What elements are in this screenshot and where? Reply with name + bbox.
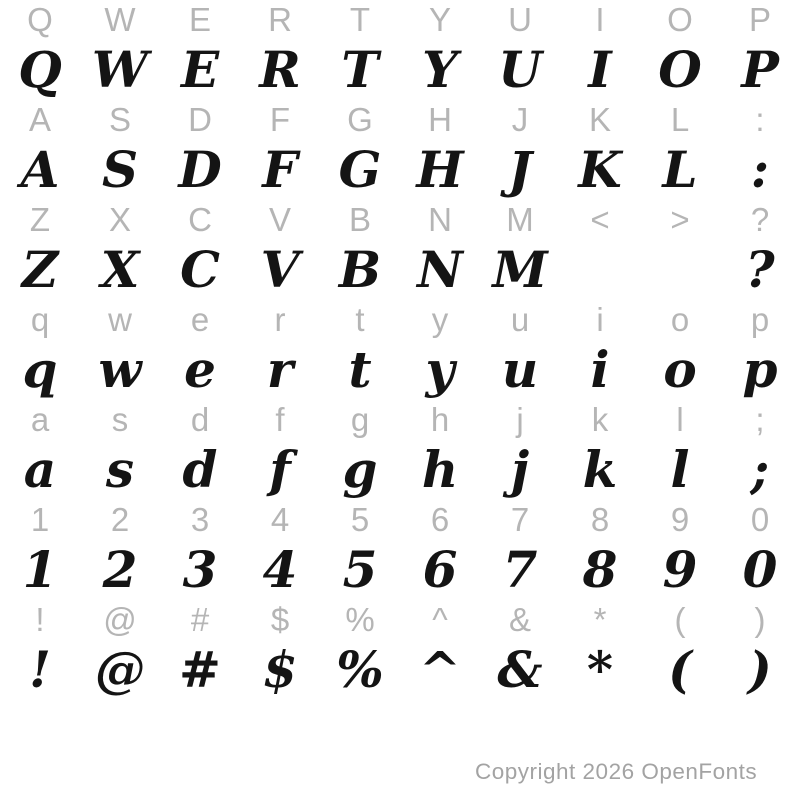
reference-char: L xyxy=(670,101,690,138)
glyph-char: 0 xyxy=(742,540,778,599)
reference-char: Y xyxy=(428,1,451,38)
reference-char: < xyxy=(590,201,610,238)
glyph-char: G xyxy=(338,140,382,199)
reference-char: 4 xyxy=(270,501,290,538)
glyph-char: 2 xyxy=(102,540,138,599)
glyph-char: l xyxy=(670,440,690,499)
reference-char: M xyxy=(506,201,534,238)
reference-char: u xyxy=(510,301,530,338)
glyph-char: B xyxy=(338,240,382,299)
glyph-char: e xyxy=(184,340,216,399)
reference-char: & xyxy=(508,601,531,638)
reference-char: 9 xyxy=(670,501,690,538)
reference-char: s xyxy=(111,401,129,438)
glyph-char: u xyxy=(501,340,539,399)
reference-char: h xyxy=(430,401,450,438)
reference-char: J xyxy=(511,101,529,138)
reference-char: 3 xyxy=(190,501,210,538)
glyph-char: k xyxy=(582,440,618,499)
glyph-char: h xyxy=(421,440,459,499)
reference-char: : xyxy=(755,101,765,138)
glyph-char: E xyxy=(180,40,220,99)
glyph-char: 5 xyxy=(342,540,378,599)
glyph-char: % xyxy=(336,640,384,699)
glyph-char xyxy=(640,244,720,300)
glyph-char: I xyxy=(588,40,612,99)
reference-char: > xyxy=(670,201,690,238)
glyph-char: f xyxy=(269,440,291,499)
glyph-char: y xyxy=(425,340,455,399)
glyph-char: J xyxy=(508,140,532,199)
reference-char: o xyxy=(670,301,690,338)
glyph-char: Z xyxy=(21,240,59,299)
reference-char: B xyxy=(348,201,371,238)
reference-char: Q xyxy=(27,1,53,38)
reference-char: y xyxy=(431,301,449,338)
glyph-char: F xyxy=(262,140,298,199)
reference-char: E xyxy=(188,1,211,38)
glyph-char: R xyxy=(259,40,301,99)
character-row-glyph xyxy=(0,440,800,500)
reference-char: N xyxy=(428,201,452,238)
reference-char: ) xyxy=(754,601,766,638)
reference-char: j xyxy=(516,401,524,438)
glyph-char: s xyxy=(105,440,135,499)
glyph-char xyxy=(560,244,640,300)
reference-char: 7 xyxy=(510,501,530,538)
glyph-char: S xyxy=(101,140,139,199)
reference-char: X xyxy=(108,201,131,238)
glyph-char: w xyxy=(98,340,142,399)
reference-char: K xyxy=(588,101,611,138)
glyph-char: 9 xyxy=(662,540,698,599)
reference-char: R xyxy=(268,1,292,38)
reference-char: V xyxy=(268,201,291,238)
reference-char: C xyxy=(188,201,212,238)
glyph-char: D xyxy=(178,140,222,199)
reference-char: ? xyxy=(750,201,770,238)
glyph-char: ^ xyxy=(419,640,461,699)
reference-char: 0 xyxy=(750,501,770,538)
reference-char: p xyxy=(750,301,770,338)
character-row-glyph xyxy=(0,540,800,600)
character-row-glyph xyxy=(0,40,800,100)
reference-char: t xyxy=(355,301,365,338)
character-row-glyph xyxy=(0,640,800,700)
glyph-char: ; xyxy=(750,440,770,499)
reference-char: f xyxy=(275,401,285,438)
character-row-reference xyxy=(0,600,800,644)
reference-char: 2 xyxy=(110,501,130,538)
glyph-char: 3 xyxy=(182,540,218,599)
reference-char: $ xyxy=(270,601,290,638)
reference-char: F xyxy=(269,101,291,138)
glyph-char: V xyxy=(260,240,300,299)
character-row-reference xyxy=(0,100,800,144)
reference-char: 1 xyxy=(30,501,50,538)
glyph-char: H xyxy=(416,140,464,199)
glyph-char: d xyxy=(182,440,218,499)
glyph-char: 4 xyxy=(262,540,298,599)
reference-char: O xyxy=(667,1,693,38)
glyph-char: * xyxy=(586,640,614,699)
glyph-char: 8 xyxy=(582,540,618,599)
glyph-char: i xyxy=(590,340,610,399)
reference-char: k xyxy=(591,401,609,438)
glyph-char: 6 xyxy=(422,540,458,599)
character-row-reference xyxy=(0,500,800,544)
character-row-reference xyxy=(0,0,800,44)
character-row-reference xyxy=(0,300,800,344)
glyph-char: U xyxy=(498,40,542,99)
reference-char: q xyxy=(30,301,50,338)
reference-char: i xyxy=(596,301,604,338)
glyph-char: # xyxy=(179,640,221,699)
reference-char: d xyxy=(190,401,210,438)
reference-char: 6 xyxy=(430,501,450,538)
glyph-char: M xyxy=(492,240,548,299)
glyph-char: $ xyxy=(262,640,298,699)
glyph-char: ( xyxy=(668,640,692,699)
glyph-char: L xyxy=(662,140,698,199)
reference-char: D xyxy=(188,101,212,138)
glyph-char: W xyxy=(91,40,149,99)
reference-char: G xyxy=(347,101,373,138)
glyph-char: & xyxy=(497,640,543,699)
reference-char: P xyxy=(748,1,771,38)
glyph-char: : xyxy=(750,140,770,199)
reference-char: T xyxy=(349,1,371,38)
character-row-glyph xyxy=(0,140,800,200)
reference-char: % xyxy=(345,601,375,638)
reference-char: ; xyxy=(755,401,765,438)
glyph-char: P xyxy=(741,40,779,99)
glyph-char: K xyxy=(578,140,622,199)
reference-char: l xyxy=(676,401,684,438)
character-row-reference xyxy=(0,400,800,444)
glyph-char: g xyxy=(342,440,378,499)
reference-char: r xyxy=(274,301,286,338)
reference-char: ^ xyxy=(432,601,448,638)
reference-char: A xyxy=(28,101,51,138)
reference-char: * xyxy=(593,601,607,638)
glyph-char: o xyxy=(663,340,697,399)
glyph-char: 1 xyxy=(22,540,58,599)
glyph-char: @ xyxy=(95,640,145,699)
glyph-char: ? xyxy=(745,240,775,299)
glyph-char: A xyxy=(20,140,60,199)
character-row-reference xyxy=(0,200,800,244)
reference-char: g xyxy=(350,401,370,438)
reference-char: ( xyxy=(674,601,686,638)
copyright-notice: Copyright 2026 OpenFonts xyxy=(475,759,758,784)
glyph-char: Q xyxy=(18,40,62,99)
glyph-char: r xyxy=(266,340,294,399)
reference-char: S xyxy=(108,101,131,138)
glyph-char: a xyxy=(23,440,57,499)
glyph-char: p xyxy=(742,340,778,399)
glyph-char: T xyxy=(341,40,379,99)
reference-char: a xyxy=(30,401,50,438)
glyph-char: C xyxy=(180,240,220,299)
reference-char: 5 xyxy=(350,501,370,538)
reference-char: W xyxy=(104,1,136,38)
reference-char: H xyxy=(428,101,452,138)
glyph-char: t xyxy=(348,340,372,399)
character-row-glyph xyxy=(0,340,800,400)
reference-char: U xyxy=(508,1,532,38)
reference-char: ! xyxy=(35,601,45,638)
reference-char: 8 xyxy=(590,501,610,538)
reference-char: Z xyxy=(29,201,51,238)
glyph-char: Y xyxy=(422,40,458,99)
glyph-char: q xyxy=(22,340,58,399)
glyph-char: ) xyxy=(748,640,772,699)
reference-char: @ xyxy=(103,601,137,638)
reference-char: I xyxy=(595,1,605,38)
reference-char: e xyxy=(190,301,210,338)
character-row-glyph xyxy=(0,240,800,300)
glyph-char: X xyxy=(100,240,140,299)
reference-char: # xyxy=(190,601,210,638)
glyph-char: j xyxy=(510,440,530,499)
glyph-char: N xyxy=(417,240,463,299)
glyph-char: ! xyxy=(29,640,51,699)
glyph-char: O xyxy=(658,40,702,99)
reference-char: w xyxy=(108,301,132,338)
glyph-char: 7 xyxy=(502,540,538,599)
